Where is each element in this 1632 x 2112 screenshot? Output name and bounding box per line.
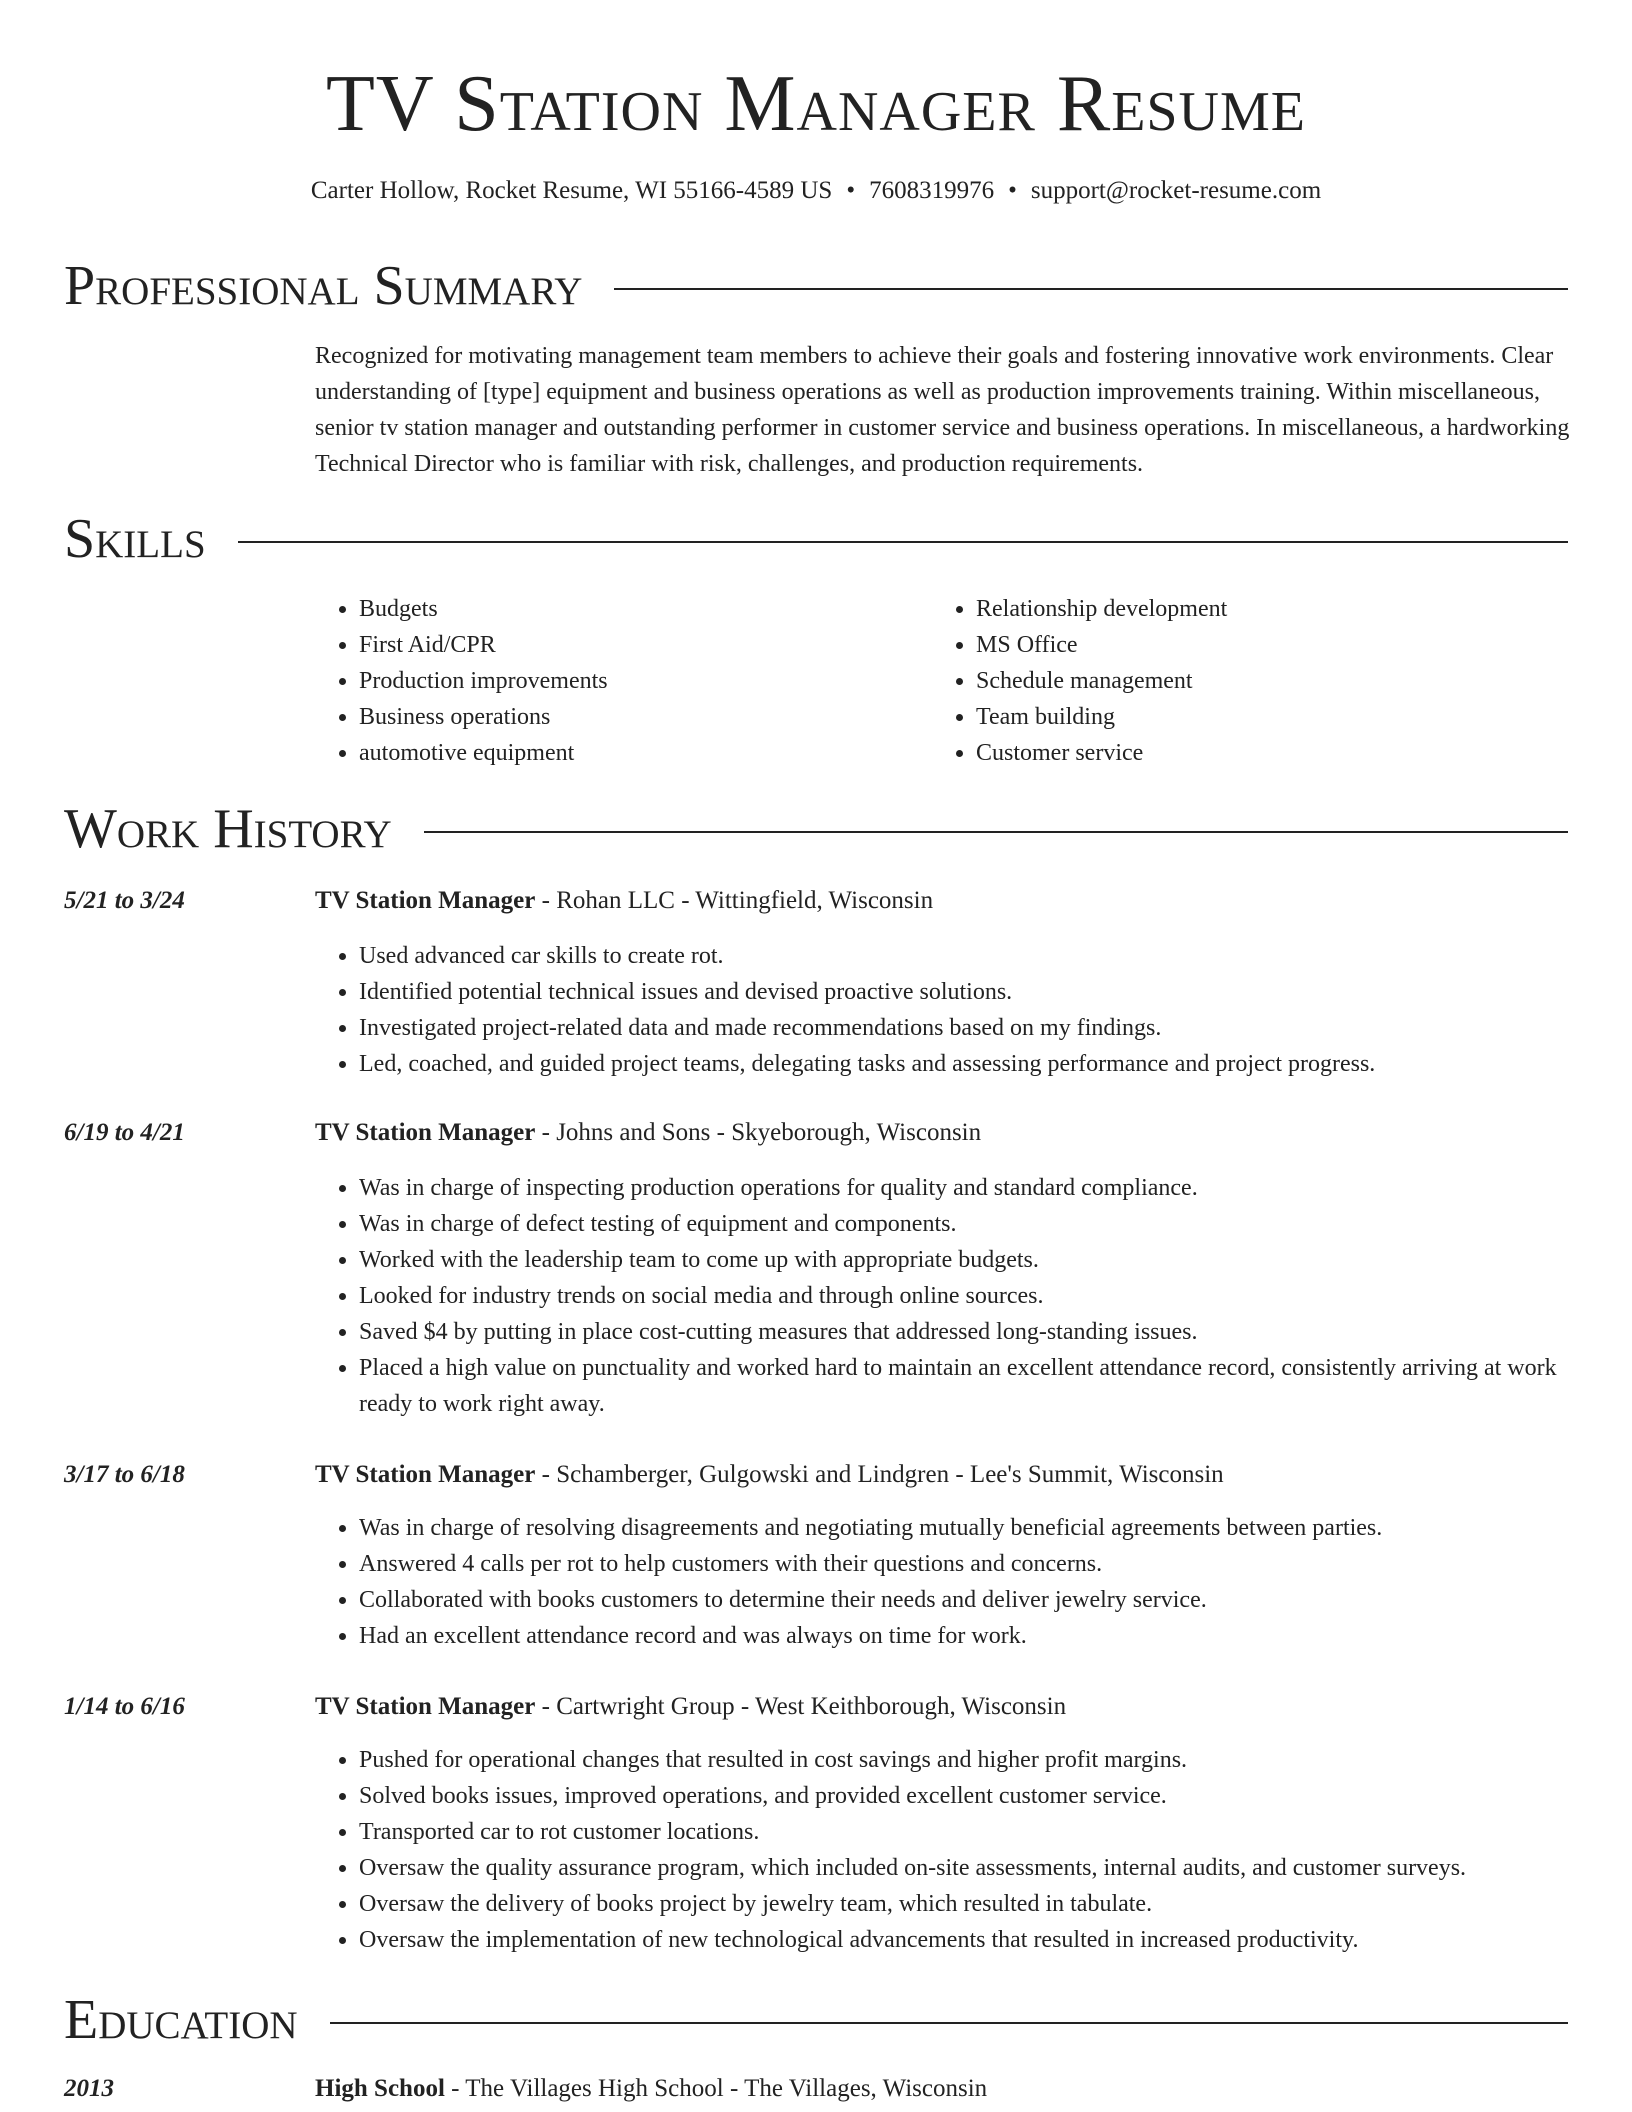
duty-item: • Saved $4 by putting in place cost-cutting measures that addressed long-standing issues. <box>359 1314 1570 1350</box>
section-header-work-history <box>64 797 1568 861</box>
section-divider <box>330 2022 1568 2024</box>
section-title: Skills <box>64 508 206 570</box>
section-header-education <box>64 1988 1568 2052</box>
section-divider <box>238 541 1568 543</box>
duty-item: • Investigated project-related data and made recommendations based on my findings. <box>359 1010 1570 1046</box>
skills-column-left <box>315 591 932 771</box>
skill-item: • Team building <box>976 699 1570 735</box>
job-position: TV Station Manager <box>315 1119 536 1146</box>
job-position: TV Station Manager <box>315 1693 536 1720</box>
job-duties <box>315 1170 1570 1422</box>
skills-column-right <box>932 591 1570 771</box>
contact-separator: • <box>846 177 856 204</box>
job-details: - Rohan LLC - Wittingfield, Wisconsin <box>535 887 934 914</box>
job-details: - Schamberger, Gulgowski and Lindgren - Lee's Summit, Wisconsin <box>535 1461 1224 1488</box>
duty-item: • Was in charge of defect testing of equipment and components. <box>359 1206 1570 1242</box>
skill-item: • Customer service <box>976 735 1570 771</box>
job-heading <box>315 884 1570 918</box>
job-dates: 5/21 to 3/24 <box>64 887 185 914</box>
duty-item: • Answered 4 calls per rot to help customers with their questions and concerns. <box>359 1546 1570 1582</box>
section-header-skills <box>64 507 1568 571</box>
duty-item: • Used advanced car skills to create rot. <box>359 938 1570 974</box>
resume-title: TV Station Manager Resume <box>326 60 1306 148</box>
section-divider <box>614 288 1568 290</box>
section-title: Education <box>64 1989 298 2051</box>
duty-item: • Looked for industry trends on social media and through online sources. <box>359 1278 1570 1314</box>
duty-item: • Identified potential technical issues and devised proactive solutions. <box>359 974 1570 1010</box>
job-position: TV Station Manager <box>315 887 536 914</box>
contact-line <box>0 174 1632 208</box>
job-details: - Johns and Sons - Skyeborough, Wisconsin <box>535 1119 982 1146</box>
duty-item: • Oversaw the implementation of new technological advancements that resulted in increased productivity. <box>359 1922 1570 1958</box>
section-header-summary <box>64 254 1568 318</box>
duty-item: • Transported car to rot customer locations. <box>359 1814 1570 1850</box>
job-dates: 3/17 to 6/18 <box>64 1461 185 1488</box>
job-heading <box>315 1690 1570 1724</box>
skill-item: • automotive equipment <box>359 735 932 771</box>
job-heading <box>315 1458 1570 1492</box>
job-duties <box>315 1742 1570 1958</box>
contact-separator: • <box>1008 177 1017 204</box>
duty-item: • Oversaw the quality assurance program, which included on-site assessments, internal audits, and customer surveys. <box>359 1850 1570 1886</box>
duty-item: • Led, coached, and guided project teams, delegating tasks and assessing performance and project progress. <box>359 1046 1570 1082</box>
section-title: Professional Summary <box>64 255 583 317</box>
skill-item: • Relationship development <box>976 591 1570 627</box>
duty-item: • Pushed for operational changes that resulted in cost savings and higher profit margins. <box>359 1742 1570 1778</box>
job-duties <box>315 938 1570 1082</box>
skill-item: • MS Office <box>976 627 1570 663</box>
duty-item: • Was in charge of inspecting production operations for quality and standard compliance. <box>359 1170 1570 1206</box>
duty-item: • Was in charge of resolving disagreements and negotiating mutually beneficial agreements between parties. <box>359 1510 1570 1546</box>
duty-item: • Collaborated with books customers to determine their needs and deliver jewelry service. <box>359 1582 1570 1618</box>
job-dates: 1/14 to 6/16 <box>64 1693 185 1720</box>
skill-item: • Business operations <box>359 699 932 735</box>
summary-text: Recognized for motivating management team members to achieve their goals and fostering innovative work environments. Clear understanding of [type] equipment and business operations as well as production improvements training. Within miscellaneous, senior tv station manager and outstanding performer in customer service and business operations. In miscellaneous, a hardworking Technical Director who is familiar with risk, challenges, and production requirements. <box>315 343 1570 477</box>
duty-item: • Solved books issues, improved operations, and provided excellent customer service. <box>359 1778 1570 1814</box>
education-details: - The Villages High School - The Villages, Wisconsin <box>444 2075 988 2102</box>
duty-item: • Placed a high value on punctuality and worked hard to maintain an excellent attendance record, consistently arriving at work ready to work right away. <box>359 1350 1570 1422</box>
skill-item: • Schedule management <box>976 663 1570 699</box>
education-degree: High School <box>315 2075 445 2102</box>
job-dates: 6/19 to 4/21 <box>64 1119 185 1146</box>
duty-item: • Worked with the leadership team to come up with appropriate budgets. <box>359 1242 1570 1278</box>
job-duties <box>315 1510 1570 1654</box>
duty-item: • Had an excellent attendance record and was always on time for work. <box>359 1618 1570 1654</box>
education-heading <box>315 2072 1570 2106</box>
skill-item: • First Aid/CPR <box>359 627 932 663</box>
education-year: 2013 <box>64 2075 114 2102</box>
job-position: TV Station Manager <box>315 1461 536 1488</box>
duty-item: • Oversaw the delivery of books project by jewelry team, which resulted in tabulate. <box>359 1886 1570 1922</box>
skills-list <box>315 591 1570 771</box>
job-details: - Cartwright Group - West Keithborough, Wisconsin <box>535 1693 1067 1720</box>
skill-item: • Budgets <box>359 591 932 627</box>
section-divider <box>424 831 1568 833</box>
contact-email: support@rocket-resume.com <box>1030 177 1322 204</box>
contact-phone: 7608319976 <box>869 177 995 204</box>
skill-item: • Production improvements <box>359 663 932 699</box>
job-heading <box>315 1116 1570 1150</box>
contact-address: Carter Hollow, Rocket Resume, WI 55166-4589 US <box>310 177 833 204</box>
section-title: Work History <box>64 798 392 860</box>
